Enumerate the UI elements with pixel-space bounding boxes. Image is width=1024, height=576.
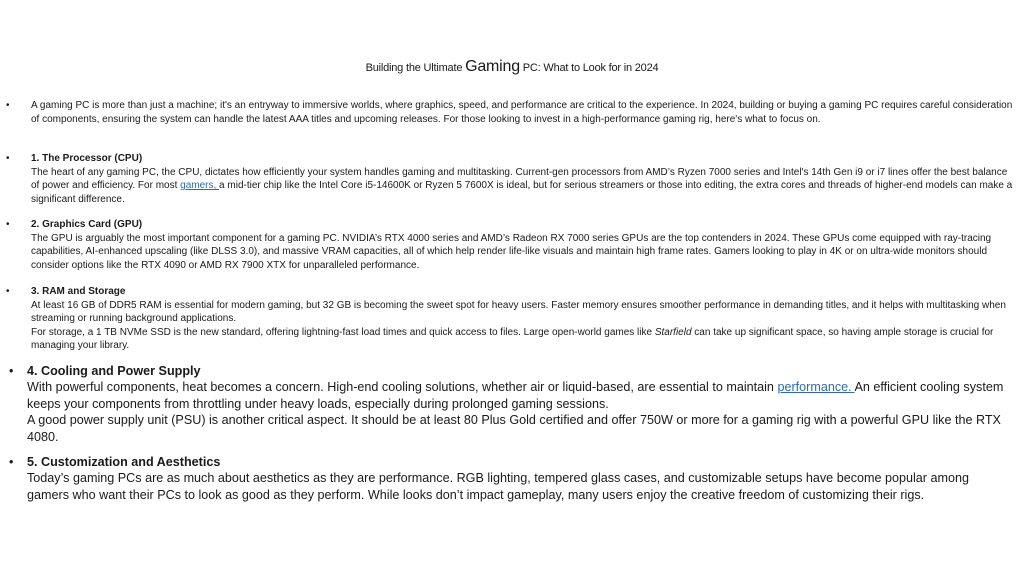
title-emphasis: Gaming: [465, 58, 520, 75]
section-heading-cpu: 1. The Processor (CPU): [31, 153, 143, 164]
section-heading-gpu: 2. Graphics Card (GPU): [31, 219, 143, 230]
document-title: [0, 58, 1024, 76]
title-suffix: PC: What to Look for in 2024: [519, 62, 659, 74]
custom-text: Today’s gaming PCs are as much about aesthetics as they are performance. RGB lighting, tempered glass cases, and customizable setups have become popular among gamers who want their PCs to look as good as they perform. While looks don’t impact gameplay, many users enjoy the creative freedom of customizing their rigs.: [27, 471, 970, 502]
gamers-link[interactable]: gamers,: [180, 180, 220, 192]
cpu-text-after: a mid-tier chip like the Intel Core i5-14600K or Ryzen 5 7600X is ideal, but for serious streamers or those into editing, the extra cores and threads of higher-end models can make a significant difference.: [31, 180, 1013, 205]
bullet-icon: •: [6, 100, 10, 111]
ram-text: At least 16 GB of DDR5 RAM is essential for modern gaming, but 32 GB is becoming the sweet spot for heavy users. Faster memory ensures smoother performance in demanding titles, and it helps with multitasking when streaming or running background applications.: [31, 299, 1006, 325]
intro-text: A gaming PC is more than just a machine; it's an entryway to immersive worlds, where graphics, speed, and performance are critical to the experience. In 2024, building or buying a gaming PC requires careful consideration of components, ensuring the system can handle the latest AAA titles and upcoming releases. For those looking to invest in a high-performance gaming rig, here's what to focus on.: [31, 100, 1013, 125]
performance-link[interactable]: performance.: [777, 380, 855, 395]
cooling-text: [27, 379, 1010, 412]
storage-text: [31, 326, 1018, 353]
cooling-text-after: An efficient cooling system keeps your components from throttling under heavy loads, especially during prolonged gaming sessions.: [27, 380, 1004, 411]
starfield-title: Starfield: [654, 326, 692, 338]
gpu-text: The GPU is arguably the most important component for a gaming PC. NVIDIA’s RTX 4000 series and AMD’s Radeon RX 7000 series GPUs are the top contenders in 2024. These GPUs come equipped with ray-tracing capabilities, AI-enhanced upscaling (like DLSS 3.0), and massive VRAM capacities, all of which help render life-like visuals and maintain high frame rates. Gamers looking to play in 4K or on ultra-wide monitors should consider options like the RTX 4090 or AMD RX 7900 XTX for unparalleled performance.: [31, 232, 992, 271]
bullet-icon: •: [6, 153, 10, 164]
storage-text-before: For storage, a 1 TB NVMe SSD is the new standard, offering lightning-fast load times and quick access to files. Large open-world games like: [31, 326, 655, 338]
bullet-icon: •: [6, 219, 10, 230]
section-heading-cooling: 4. Cooling and Power Supply: [27, 364, 201, 378]
cpu-text-before: The heart of any gaming PC, the CPU, dictates how efficiently your system handles gaming and multitasking. Current-gen processors from AMD’s Ryzen 7000 series and Intel's 14th Gen i9 or i7 lines offer the best balance of power and efficiency. For most: [31, 166, 1008, 192]
bullet-icon: •: [9, 364, 14, 378]
cpu-text: [31, 166, 1018, 207]
cooling-text-before: With powerful components, heat becomes a concern. High-end cooling solutions, whether air or liquid-based, are essential to maintain: [27, 380, 778, 395]
bullet-icon: •: [9, 455, 14, 469]
title-prefix: Building the Ultimate: [365, 62, 466, 74]
storage-text-after: can take up significant space, so having ample storage is crucial for managing your library.: [31, 326, 994, 352]
section-heading-ram: 3. RAM and Storage: [31, 286, 126, 297]
section-heading-custom: 5. Customization and Aesthetics: [27, 455, 221, 469]
bullet-icon: •: [6, 286, 10, 297]
psu-text: A good power supply unit (PSU) is another critical aspect. It should be at least 80 Plus Gold certified and offer 750W or more for a gaming rig with a powerful GPU like the RTX 4080.: [27, 413, 1001, 444]
